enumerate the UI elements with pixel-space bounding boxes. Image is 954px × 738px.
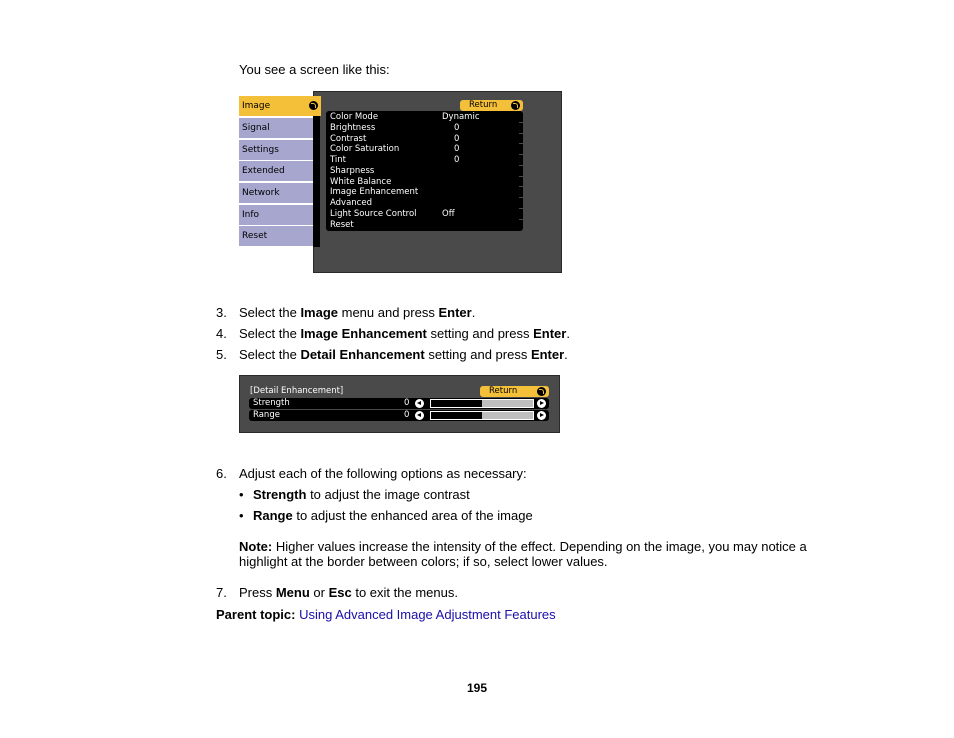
tab-label: Info	[242, 210, 260, 220]
item-label: Color Saturation	[330, 144, 400, 154]
step-number: 3.	[216, 305, 227, 320]
item-label: Reset	[330, 220, 354, 230]
item-value: Dynamic	[442, 112, 480, 122]
item-separator	[519, 154, 523, 155]
step-number: 4.	[216, 326, 227, 341]
menu-item-light-source-control	[330, 209, 523, 219]
return-label: Return	[489, 386, 518, 396]
step-7-text: Press Menu or Esc to exit the menus.	[239, 585, 458, 600]
item-label: Light Source Control	[330, 209, 417, 219]
bullet-icon: •	[239, 487, 244, 502]
item-separator	[519, 176, 523, 177]
item-separator	[519, 208, 523, 209]
bullet-icon: •	[239, 508, 244, 523]
menu-item-brightness	[330, 123, 523, 133]
item-label: Tint	[330, 155, 347, 165]
item-separator	[519, 143, 523, 144]
menu-stripe	[313, 96, 320, 247]
tab-label: Network	[242, 188, 280, 198]
menu-item-white-balance	[330, 177, 523, 187]
item-label: Image Enhancement	[330, 187, 419, 197]
return-button	[460, 100, 523, 111]
item-label: Color Mode	[330, 112, 379, 122]
item-value: 0	[454, 144, 460, 154]
return-button	[480, 386, 549, 397]
strength-slider	[430, 399, 534, 408]
step-6-text: Adjust each of the following options as necessary:	[239, 466, 527, 481]
row-label: Range	[253, 410, 280, 420]
tab-signal	[239, 118, 313, 138]
tab-reset	[239, 226, 313, 246]
item-separator	[519, 197, 523, 198]
detail-title: [Detail Enhancement]	[250, 386, 344, 396]
menu-item-advanced	[330, 198, 523, 208]
item-label: Advanced	[330, 198, 372, 208]
tab-settings	[239, 140, 313, 160]
page-number: 195	[466, 681, 488, 695]
parent-topic	[216, 607, 556, 622]
note-paragraph: Note: Higher values increase the intensity of the effect. Depending on the image, you may notice a highlight at the border between colors; if so, select lower values.	[239, 539, 807, 569]
row-label: Strength	[253, 398, 290, 408]
tab-info	[239, 205, 313, 225]
tab-label: Signal	[242, 123, 270, 133]
range-slider	[430, 411, 534, 420]
step-3-text: Select the Image menu and press Enter.	[239, 305, 476, 320]
tab-extended	[239, 161, 313, 181]
parent-topic-label: Parent topic:	[216, 607, 296, 622]
step-number: 6.	[216, 466, 227, 481]
detail-row-strength	[249, 398, 549, 409]
menu-item-image-enhancement	[330, 187, 523, 197]
item-value: 0	[454, 134, 460, 144]
item-label: Sharpness	[330, 166, 375, 176]
image-menu-screenshot	[239, 91, 562, 273]
tab-image	[239, 96, 321, 116]
menu-item-color-saturation	[330, 144, 523, 154]
menu-item-sharpness	[330, 166, 523, 176]
bullet-range: Range to adjust the enhanced area of the image	[253, 508, 533, 523]
item-label: Brightness	[330, 123, 376, 133]
return-label: Return	[469, 100, 498, 110]
menu-item-list	[326, 111, 523, 231]
item-separator	[519, 186, 523, 187]
menu-item-contrast	[330, 134, 523, 144]
item-separator	[519, 165, 523, 166]
tab-label: Image	[242, 101, 271, 111]
item-separator	[519, 219, 523, 220]
row-value: 0	[404, 398, 410, 408]
detail-enhancement-screenshot	[239, 375, 560, 433]
arrow-right-icon	[537, 399, 546, 408]
slider-fill	[431, 412, 482, 419]
bullet-strength: Strength to adjust the image contrast	[253, 487, 470, 502]
tab-label: Reset	[242, 231, 268, 241]
item-label: White Balance	[330, 177, 392, 187]
intro-text: You see a screen like this:	[239, 62, 390, 77]
tab-label: Extended	[242, 166, 285, 176]
arrow-right-icon	[537, 411, 546, 420]
step-4-text: Select the Image Enhancement setting and press Enter.	[239, 326, 570, 341]
item-value: Off	[442, 209, 455, 219]
return-icon	[511, 101, 520, 110]
item-separator	[519, 133, 523, 134]
item-value: 0	[454, 155, 460, 165]
parent-topic-link[interactable]: Using Advanced Image Adjustment Features	[299, 607, 556, 622]
return-icon	[309, 101, 318, 110]
step-5-text: Select the Detail Enhancement setting and press Enter.	[239, 347, 568, 362]
menu-item-reset	[330, 220, 523, 230]
row-value: 0	[404, 410, 410, 420]
item-separator	[519, 122, 523, 123]
tab-label: Settings	[242, 145, 279, 155]
tab-network	[239, 183, 313, 203]
step-number: 7.	[216, 585, 227, 600]
menu-item-color-mode	[330, 112, 523, 122]
arrow-left-icon	[415, 399, 424, 408]
arrow-left-icon	[415, 411, 424, 420]
step-number: 5.	[216, 347, 227, 362]
detail-row-range	[249, 410, 549, 421]
item-value: 0	[454, 123, 460, 133]
slider-fill	[431, 400, 482, 407]
menu-item-tint	[330, 155, 523, 165]
item-label: Contrast	[330, 134, 367, 144]
return-icon	[537, 387, 546, 396]
